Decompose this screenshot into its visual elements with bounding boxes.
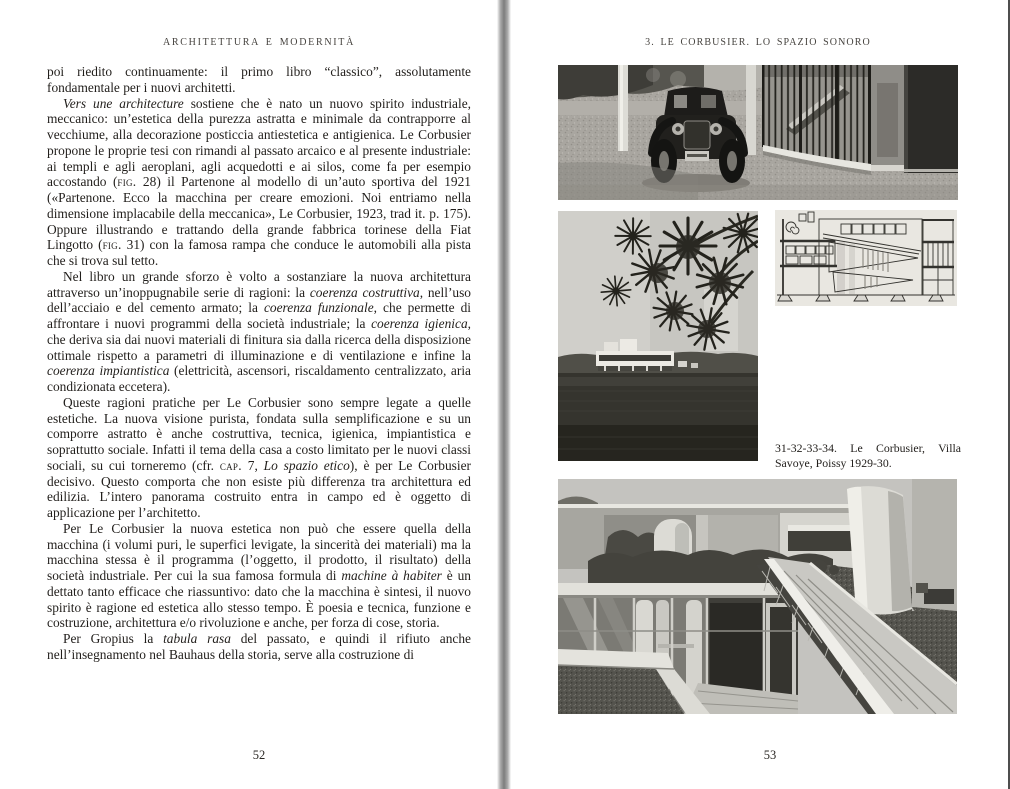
body-paragraph: Per Gropius la tabula rasa del passato, e quindi il rifiuto anche nell’insegnamento nel Bauhaus della storia, serve alla costruzione di: [47, 631, 471, 662]
figure-photo-pine-and-villa: [558, 211, 758, 461]
figure-photo-roof-terrace: [558, 479, 957, 714]
left-running-head: ARCHITETTURA E MODERNITÀ: [162, 37, 355, 48]
body-paragraph: Queste ragioni pratiche per Le Corbusier sono sempre legate a quelle estetiche. La nuova visione purista, fondata sulla semplificazione e su un comporre astratto è anche costruttiva, tecnica, igienica, impiantistica e soprattutto sociale. Infatti il tema della casa a costo limitato per le nuovi classi sociali, su cui torneremo (cfr. cap. 7, Lo spazio etico), è per Le Corbusier decisivo. Questo comporta che non esiste più differenza tra architettura ed edilizia. L’intero panorama costruito entra in campo ed è oggetto di applicazione per l’architetto.: [47, 394, 471, 520]
body-paragraph: Vers une architecture sostiene che è nato un nuovo spirito industriale, meccanico: un’estetica della purezza astratta e minimale da contrapporre al vecchiume, alla decorazione posticcia antiestetica e antigienica. Le Corbusier propone le proprie tesi con rimandi al passato arcaico e al presente industriale: ai templi e agli aeroplani, agli acquedotti e ai silos, come fa per esempio accostando (fig. 28) il Partenone al modello di un’auto sportiva del 1921 («Partenone. Ecco la macchina per creare emozioni. Noi entriamo nella dimensione implacabile della meccanica», Le Corbusier, 1923, trad it. p. 175). Oppure illustrando e trattando della grande fabbrica torinese della Fiat Lingotto (fig. 31) con la famosa rampa che conduce le automobili alla pista che si trova sul tetto.: [47, 95, 472, 268]
figure-caption: 31-32-33-34. Le Corbusier, Villa Savoye, Poissy 1929-30.: [775, 441, 961, 470]
body-paragraph: Nel libro un grande sforzo è volto a sostanziare la nuova architettura attraverso un’inoppugnabile serie di ragioni: la coerenza costruttiva, nell’uso dell’acciaio e del cemento armato; la coerenza funzionale, che permette di affrontare i nuovi programmi della società industriale; la coerenza igienica, che deriva sia dai nuovi materiali di finitura sia dalla ricerca della disposizione ottimale rispetto a parametri di illuminazione e di ventilazione e infine la coerenza impiantistica (elettricità, ascensori, riscaldamento centralizzato, aria condizionata eccetera).: [47, 268, 472, 394]
right-running-head: 3. LE CORBUSIER. LO SPAZIO SONORO: [645, 37, 871, 48]
left-page-number: 52: [252, 748, 266, 762]
page-gutter: [497, 0, 511, 789]
figure-section-drawing: [775, 210, 957, 306]
right-page-number: 53: [763, 748, 777, 762]
body-text: [47, 64, 471, 663]
body-paragraph: poi riedito continuamente: il primo libro “classico”, assolutamente fondamentale per i nuovi architetti.: [47, 64, 471, 95]
figure-photo-car-under-pilotis: [558, 65, 958, 200]
body-paragraph: Per Le Corbusier la nuova estetica non può che essere quella della macchina (i volumi puri, le superfici levigate, la sincerità dei materiali) ma la macchina stessa è il programma (l’oggetto, il prodotto, il risultato) della società industriale. Per cui la sua famosa formula di machine à habiter è un dettato tanto efficace che riassuntivo: dato che la macchina è sintesi, il nuovo spirito è ragione ed estetica allo stesso tempo. È poesia e tecnica, funzione e costruzione, architettura e/o rivoluzione e anche, per forza di cose, storia.: [47, 520, 472, 631]
